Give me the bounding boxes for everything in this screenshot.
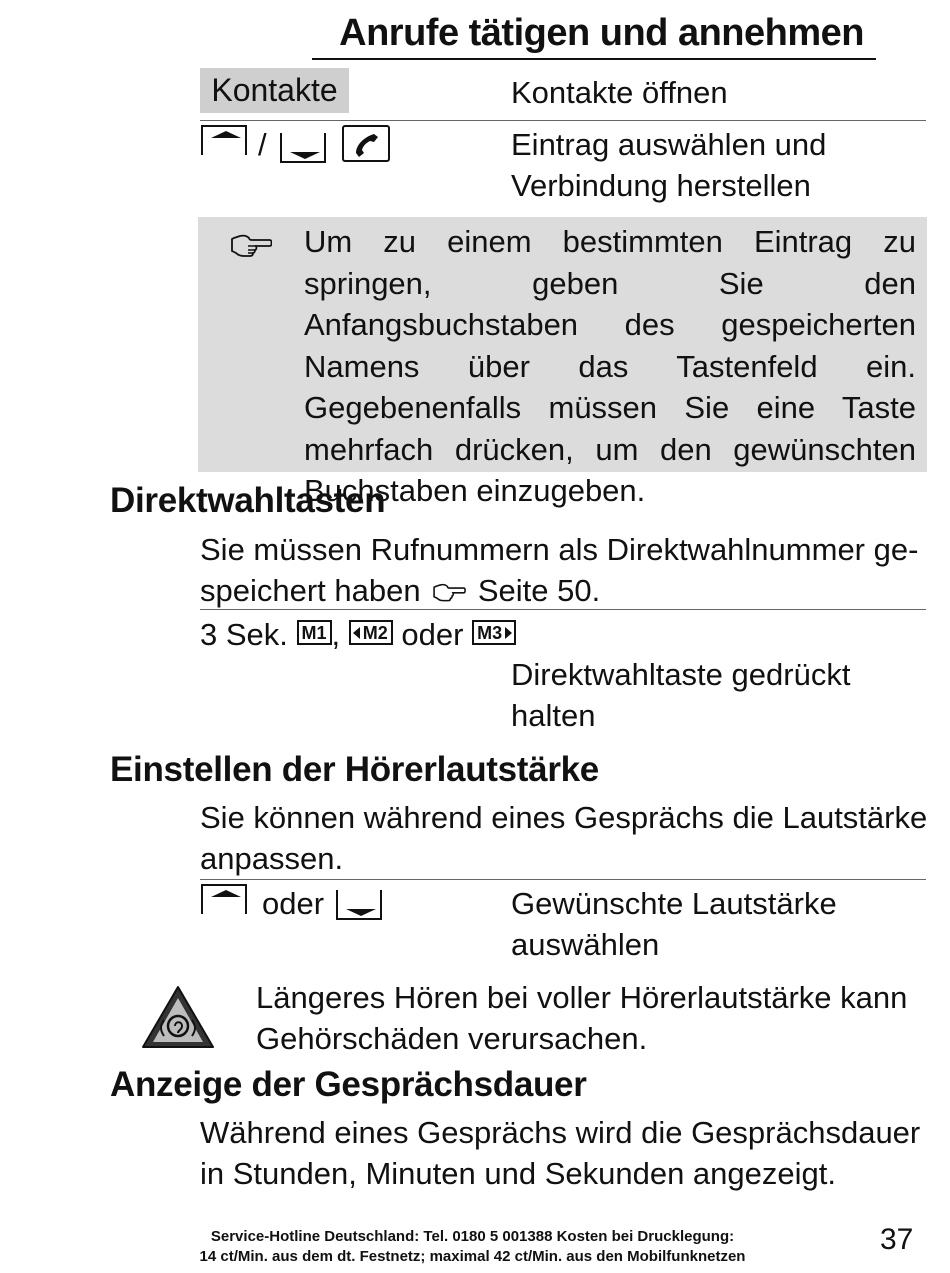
contacts-open-description: Kontakte öffnen <box>511 75 728 110</box>
call-key-icon[interactable] <box>342 125 390 162</box>
section-heading-direct-dial: Direktwahltasten <box>110 481 386 520</box>
warning-text <box>256 977 936 1059</box>
footer-line1: Service-Hotline Deutschland: Tel. 0180 5 001388 Kosten bei Drucklegung: <box>210 1228 735 1245</box>
hearing-damage-warning-icon <box>140 984 216 1050</box>
direct-dial-line1: Sie müssen Rufnummern als Direktwahlnummer ge- <box>200 532 919 567</box>
m1-key[interactable]: M1 <box>297 620 332 645</box>
volume-up-key-icon[interactable] <box>201 884 247 914</box>
volume-line2: anpassen. <box>200 841 344 876</box>
volume-description <box>511 883 926 965</box>
volume-down-key-icon[interactable] <box>336 890 382 920</box>
footer-hotline <box>150 1227 795 1267</box>
comma: , <box>331 617 341 652</box>
volume-line1: Sie können während eines Gesprächs die Lautstärke <box>200 800 928 835</box>
or-text: oder <box>401 617 464 652</box>
select-entry-description <box>511 124 926 206</box>
select-desc-line2: Verbindung herstellen <box>511 168 811 203</box>
m2-key[interactable] <box>349 620 393 645</box>
direct-dial-description <box>511 654 926 736</box>
duration-text <box>200 1112 930 1194</box>
divider <box>200 879 926 880</box>
pointing-hand-icon <box>429 581 469 603</box>
volume-desc-line1: Gewünschte Lautstärke <box>511 886 837 921</box>
direct-dial-text <box>200 529 930 611</box>
up-key-icon[interactable] <box>201 125 247 155</box>
m3-key-label: M3 <box>477 623 503 644</box>
direct-dial-line2: speichert haben <box>200 573 421 608</box>
pointing-hand-icon <box>230 231 272 259</box>
right-arrow-icon <box>504 627 512 639</box>
divider <box>200 609 926 610</box>
select-desc-line1: Eintrag auswählen und <box>511 127 827 162</box>
note-box <box>198 217 927 508</box>
page-title: Anrufe tätigen und annehmen <box>312 10 876 60</box>
direct-dial-keys <box>200 614 516 655</box>
direct-dial-desc-line1: Direktwahltaste gedrückt <box>511 657 851 692</box>
note-text: Um zu einem bestimmten Eintrag zu springen, geben Sie den Anfangsbuchstaben des gespeicherten Namens über das Tastenfeld ein. Gegebenenfalls müssen Sie eine Taste mehrfach drücken, um den gewünschten Buchstaben einzugeben. <box>304 224 916 508</box>
left-arrow-icon <box>353 627 361 639</box>
warning-line2: Gehörschäden verursachen. <box>256 1021 648 1056</box>
footer-line2: 14 ct/Min. aus dem dt. Festnetz; maximal 42 ct/Min. aus den Mobilfunknetzen <box>199 1248 746 1265</box>
hold-duration: 3 Sek. <box>200 617 288 652</box>
duration-line2: in Stunden, Minuten und Sekunden angezeigt. <box>200 1156 836 1191</box>
duration-line1: Während eines Gesprächs wird die Gesprächsdauer <box>200 1115 921 1150</box>
m3-key[interactable] <box>472 620 516 645</box>
volume-text <box>200 797 930 879</box>
volume-desc-line2: auswählen <box>511 927 660 962</box>
or-text: oder <box>262 886 325 921</box>
section-heading-volume: Einstellen der Hörerlautstärke <box>110 750 599 789</box>
direct-dial-desc-line2: halten <box>511 698 596 733</box>
page-number: 37 <box>880 1223 914 1256</box>
section-heading-duration: Anzeige der Gesprächsdauer <box>110 1065 587 1104</box>
m2-key-label: M2 <box>362 623 388 644</box>
contacts-softkey[interactable]: Kontakte <box>200 68 349 113</box>
key-separator: / <box>258 127 267 162</box>
warning-line1: Längeres Hören bei voller Hörerlautstärke kann <box>256 980 908 1015</box>
down-key-icon[interactable] <box>280 133 326 163</box>
divider <box>200 120 926 121</box>
page-reference[interactable]: Seite 50. <box>477 573 601 608</box>
